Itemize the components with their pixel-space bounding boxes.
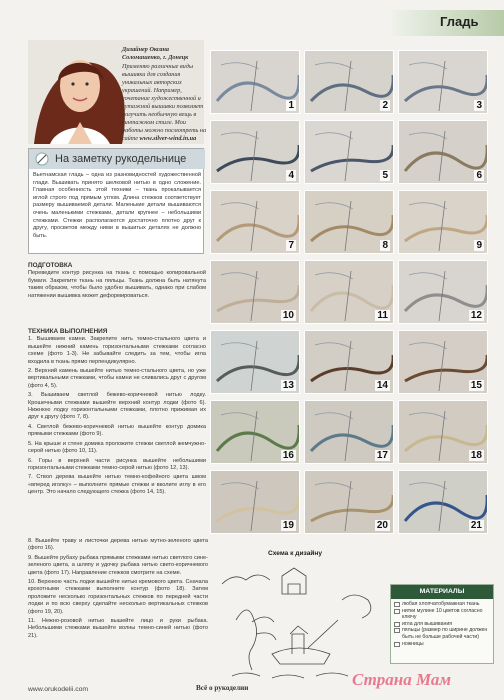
step-10: 10. Верхнюю часть лодки вышейте нитью кремового цвета. Сначала крохотными стежками выполните контур (фото 18). Затем проложите несколько горизонтальных стежков по передней части лодки и по всю сверху сделайте несколько вертикальных стежков (фото 19, 20). bbox=[28, 579, 208, 615]
step-photo bbox=[210, 190, 300, 254]
step-photo bbox=[304, 190, 394, 254]
photo-number: 3 bbox=[476, 100, 482, 111]
photo-number: 6 bbox=[476, 170, 482, 181]
technique-title: ТЕХНИКА ВЫПОЛНЕНИЯ bbox=[28, 328, 108, 335]
tip-box bbox=[28, 148, 204, 254]
photo-number: 16 bbox=[282, 450, 294, 461]
technique-section-continued bbox=[28, 538, 208, 642]
materials-item: ножницы bbox=[394, 641, 490, 648]
materials-list bbox=[391, 599, 493, 649]
step-6: 6. Горы в верхней части рисунка вышейте небольшими горизонтальными стежками темно-серой нитью (фото 12, 13). bbox=[28, 457, 206, 471]
top-bar bbox=[0, 8, 504, 36]
photo-number: 15 bbox=[470, 380, 482, 391]
step-photo bbox=[210, 50, 300, 114]
author-name: Дизайнер Оксана Соломашенко, г. Донецк bbox=[122, 46, 189, 61]
step-photo bbox=[304, 400, 394, 464]
photo-number: 2 bbox=[382, 100, 388, 111]
footer-brand-logo: Всё о рукоделии bbox=[196, 684, 249, 692]
step-9: 9. Вышейте рубаху рыбака прямыми стежками нитью светлого сине-зеленого цвета, а шляпу и удочку рыбака нитью свето-коричневого цвета (фото 17). Направление стежков смотрите на схеме. bbox=[28, 554, 208, 576]
photo-number: 1 bbox=[288, 100, 294, 111]
step-photo bbox=[210, 120, 300, 184]
photo-number: 19 bbox=[282, 520, 294, 531]
step-photo bbox=[304, 330, 394, 394]
author-text: Применяю различные виды вышивки для создания уникальных авторских украшений. Например, сочетание художественной и сутажной вышивки позволяет получить необычную вещь в винтажном стиле. Мои работы можно посмотреть на сайте bbox=[122, 63, 207, 142]
thread-icon bbox=[394, 609, 400, 614]
step-photo bbox=[304, 120, 394, 184]
step-photo bbox=[398, 330, 488, 394]
scissors-icon bbox=[394, 642, 400, 647]
author-bio bbox=[122, 46, 208, 143]
photo-number: 20 bbox=[376, 520, 388, 531]
step-2: 2. Верхний камень вышейте нитью темно-стального цвета, но уже вертикальными стежками, чтобы камни не сливались друг с другом (фото 4, 5). bbox=[28, 368, 206, 389]
step-photo bbox=[398, 120, 488, 184]
materials-item: игла для вышивания bbox=[394, 621, 490, 628]
tip-header bbox=[29, 149, 205, 169]
photo-number: 21 bbox=[470, 520, 482, 531]
step-11: 11. Нежно-розовой нитью вышейте лицо и руки рыбака. Небольшими стежками вышейте волны темно-синей нитью (фото 21). bbox=[28, 618, 208, 639]
materials-title: МАТЕРИАЛЫ bbox=[391, 585, 493, 599]
step-8: 8. Вышейте траву и листочки дерева нитью мутно-зеленого цвета (фото 16). bbox=[28, 538, 208, 552]
step-1: 1. Вышиваем камни. Закрепите нить темно-стального цвета и вышейте нижний камень горизонтальными стежками согласно схеме (фото 1-3). Не забывайте следить за тем, чтобы игла входила в ткань прямо перпендикулярно. bbox=[28, 336, 206, 365]
fabric-icon bbox=[394, 602, 400, 607]
step-photo bbox=[398, 400, 488, 464]
materials-item: пяльцы (размер по ширине должен быть не больше рабочей части) bbox=[394, 627, 490, 640]
photo-number: 5 bbox=[382, 170, 388, 181]
step-photo bbox=[210, 470, 300, 534]
step-photo bbox=[398, 260, 488, 324]
step-5: 5. На крыше и стене домика проложите стежки светлой жемчужно-серой нитью (фото 10, 11). bbox=[28, 440, 206, 455]
step-photo bbox=[398, 50, 488, 114]
photo-number: 7 bbox=[288, 240, 294, 251]
watermark-logo: Страна Мам bbox=[352, 670, 452, 689]
photo-number: 13 bbox=[282, 380, 294, 391]
step-photo bbox=[398, 190, 488, 254]
section-title: Гладь bbox=[440, 14, 479, 29]
step-photo bbox=[304, 50, 394, 114]
photo-number: 11 bbox=[377, 310, 388, 321]
step-7: 7. Ствол дерева вышейте нитью темно-кофейного цвета швом «вперед иголку» – выполните прямые стежки и вколите иглу в его центр. Это начало следующего стежка (фото 14, 15). bbox=[28, 474, 206, 496]
photo-number: 12 bbox=[470, 310, 482, 321]
photo-number: 10 bbox=[282, 310, 294, 321]
step-photo bbox=[210, 400, 300, 464]
materials-item: любая хлопчатобумажная ткань bbox=[394, 601, 490, 608]
needle-icon bbox=[394, 622, 400, 627]
needle-icon bbox=[35, 152, 49, 166]
photo-number: 17 bbox=[376, 450, 388, 461]
footer-website-link[interactable]: www.orukodelii.com bbox=[28, 686, 89, 693]
hoop-icon bbox=[394, 628, 400, 633]
step-photo bbox=[210, 260, 300, 324]
step-photo bbox=[304, 260, 394, 324]
preparation-text: Переведите контур рисунка на ткань с помощью копировальной бумаги. Закрепите ткань на пяльцы. Ткань должна быть натянута таким образом, чтобы было удобно вышивать, однако при слабом натяжении вышивка может деформироваться. bbox=[28, 270, 206, 299]
tip-title: На заметку рукодельнице bbox=[55, 153, 187, 165]
photo-number: 4 bbox=[288, 170, 294, 181]
step-4: 4. Светлой бежево-коричневой нитью вышейте контур домика прямыми стежками (фото 9). bbox=[28, 423, 206, 438]
step-photo bbox=[304, 470, 394, 534]
preparation-title: ПОДГОТОВКА bbox=[28, 262, 73, 269]
schema-title: Схема к дизайну bbox=[268, 550, 323, 557]
materials-box bbox=[390, 584, 494, 664]
photo-number: 9 bbox=[476, 240, 482, 251]
tip-text: Вьетнамская гладь – одна из разновидностей художественной глади. Вышивать принято шелковой нитью в одно сложение. Главная особенность этой техники – ткань прокалывается иглой строго под прямым углом. Длина стежков соответствует размеру вышиваемой детали. Маленькие детали вышиваются очень маленькими стежками, детали крупнее – небольшими стежками. Стежки располагаются достаточно плотно друг к другу, просветов между ними в вышитых деталях не должно быть. bbox=[33, 172, 201, 239]
preparation-section bbox=[28, 262, 206, 302]
photo-number: 8 bbox=[382, 240, 388, 251]
photo-number: 14 bbox=[376, 380, 388, 391]
technique-section bbox=[28, 328, 206, 499]
photo-number: 18 bbox=[470, 450, 482, 461]
materials-item: нитки мулине 10 цветов согласно ключу bbox=[394, 608, 490, 621]
step-photo bbox=[210, 330, 300, 394]
author-website-link[interactable]: www.silver-wind.in.ua bbox=[139, 135, 197, 142]
step-3: 3. Вышиваем светлой бежево-коричневой нитью лодку. Крошечными стежками вышейте верхний контур лодки (фото 6). Нижнюю лодку горизонтальными стежками, плотно прижимая их друг к другу (фото 7, 8). bbox=[28, 392, 206, 421]
step-photo bbox=[398, 470, 488, 534]
